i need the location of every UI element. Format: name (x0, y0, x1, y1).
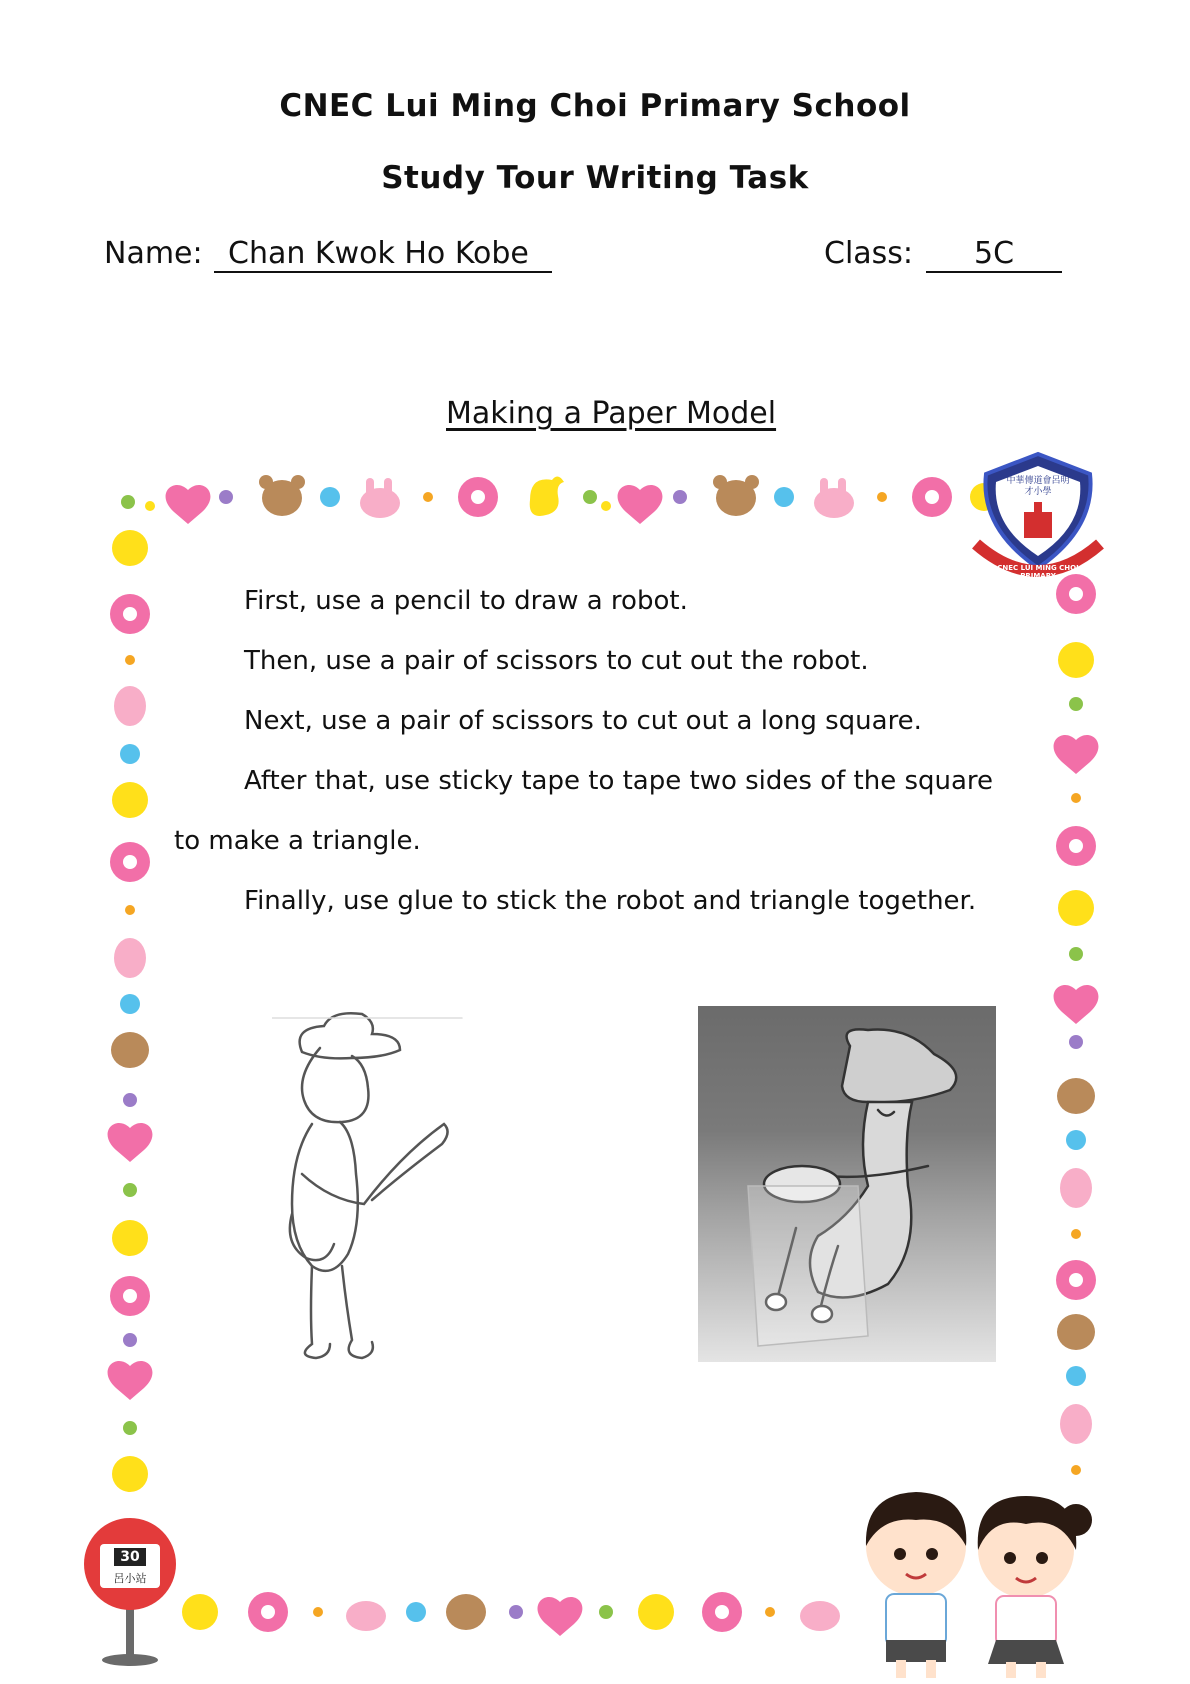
border-right-column (1054, 574, 1099, 1475)
border-bottom-row (182, 1592, 840, 1636)
step-3: Next, use a pair of scissors to cut out a long square. (244, 706, 922, 736)
task-title: Study Tour Writing Task (381, 160, 809, 196)
step-2: Then, use a pair of scissors to cut out the robot. (244, 646, 869, 676)
bus-stop-text: 呂小站 (113, 1572, 147, 1585)
step-5: Finally, use glue to stick the robot and triangle together. (244, 886, 977, 916)
border-left-column (108, 530, 153, 1492)
step-4: After that, use sticky tape to tape two sides of the square (244, 766, 994, 796)
name-label: Name: (104, 236, 203, 271)
section-title: Making a Paper Model (446, 396, 777, 431)
border-top-row (121, 475, 998, 524)
cartoon-students (850, 1480, 1110, 1680)
step-4-cont: to make a triangle. (174, 826, 421, 856)
school-name: CNEC Lui Ming Choi Primary School (279, 88, 911, 124)
robot-sketch-image (272, 1004, 472, 1384)
bus-stop-sign (80, 1518, 180, 1668)
step-1: First, use a pencil to draw a robot. (244, 586, 688, 616)
logo-chinese-text: 中華傳道會呂明才小學 (1006, 476, 1070, 497)
name-value: Chan Kwok Ho Kobe (214, 236, 552, 273)
class-label: Class: (824, 236, 914, 271)
logo-english-text: CNEC LUI MING CHOI PRIMARY (997, 564, 1079, 580)
school-logo (968, 448, 1108, 594)
bus-stop-number: 30 (114, 1548, 146, 1566)
paper-model-photo (698, 1006, 996, 1362)
class-value: 5C (926, 236, 1062, 273)
